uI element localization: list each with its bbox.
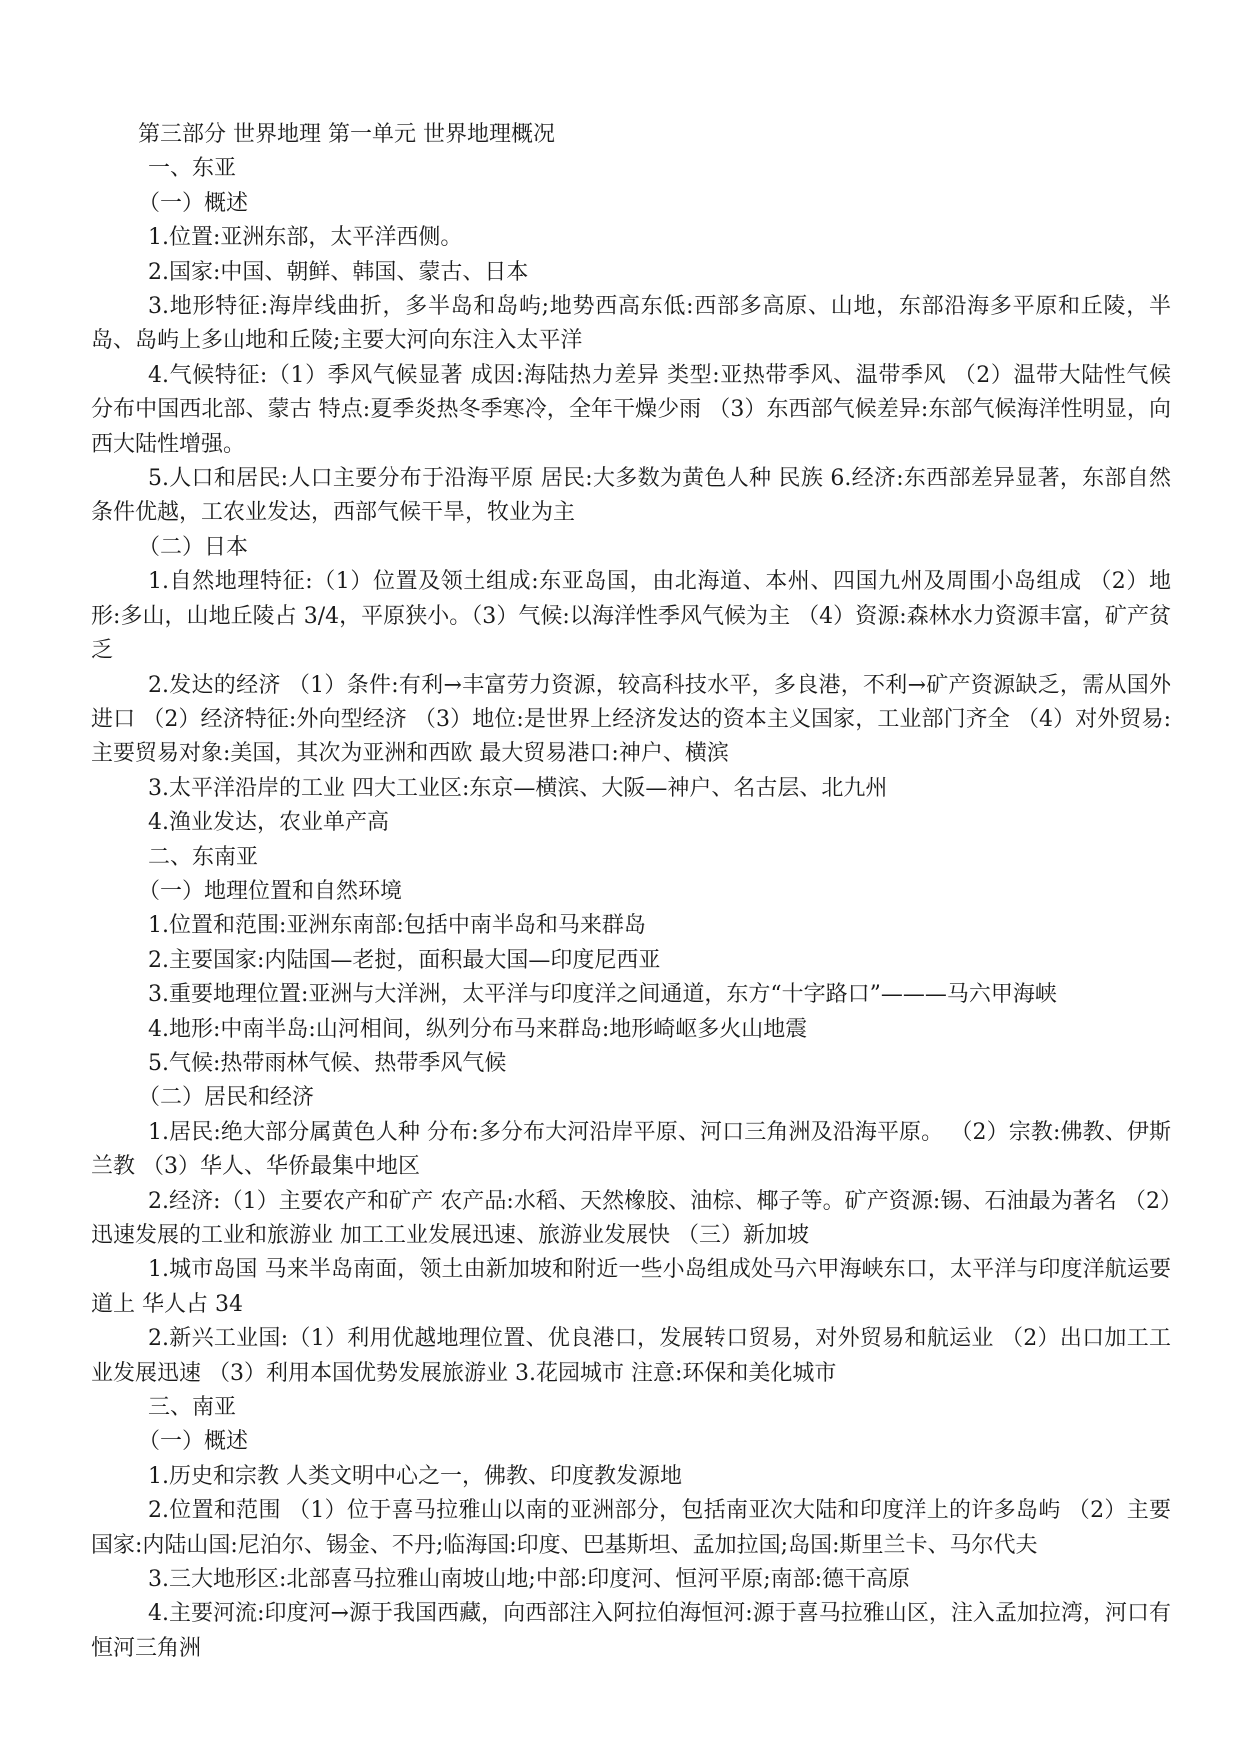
section-heading: 三、南亚	[148, 1395, 237, 1421]
document-page	[91, 118, 1171, 1666]
paragraph: 3.太平洋沿岸的工业 四大工业区:东京—横滨、大阪—神户、名古层、北九州	[148, 775, 888, 801]
paragraph: 4.地形:中南半岛:山河相间，纵列分布马来群岛:地形崎岖多火山地震	[148, 1016, 808, 1042]
paragraph: 2.国家:中国、朝鲜、韩国、蒙古、日本	[148, 259, 529, 285]
paragraph: 4.主要河流:印度河→源于我国西藏，向西部注入阿拉伯海恒河:源于喜马拉雅山区，注入孟加拉湾，河口有恒河三角洲	[91, 1601, 1171, 1661]
subsection-heading: （一）地理位置和自然环境	[138, 878, 403, 904]
paragraph: 5.人口和居民:人口主要分布于沿海平原 居民:大多数为黄色人种 民族 6.经济:东西部差异显著，东部自然条件优越，工农业发达，西部气候干旱，牧业为主	[91, 466, 1171, 526]
paragraph: 5.气候:热带雨林气候、热带季风气候	[148, 1050, 507, 1076]
paragraph: 1.居民:绝大部分属黄色人种 分布:多分布大河沿岸平原、河口三角洲及沿海平原。 （2）宗教:佛教、伊斯兰教 （3）华人、华侨最集中地区	[91, 1119, 1171, 1180]
paragraph: 4.渔业发达，农业单产高	[148, 810, 389, 836]
document-body	[91, 152, 1171, 1666]
paragraph: 3.地形特征:海岸线曲折，多半岛和岛屿;地势西高东低:西部多高原、山地，东部沿海多平原和丘陵，半岛、岛屿上多山地和丘陵;主要大河向东注入太平洋	[91, 294, 1171, 354]
paragraph: 2.经济:（1）主要农产和矿产 农产品:水稻、天然橡胶、油棕、椰子等。矿产资源:锡、石油最为著名 （2）迅速发展的工业和旅游业 加工工业发展迅速、旅游业发展快 （三）新加坡	[91, 1188, 1171, 1248]
paragraph: 1.自然地理特征:（1）位置及领土组成:东亚岛国，由北海道、本州、四国九州及周围小岛组成 （2）地形:多山，山地丘陵占 3/4，平原狭小。（3）气候:以海洋性季风气候为主 （4）资源:森林水力资源丰富，矿产贫乏	[91, 569, 1171, 664]
paragraph: 2.发达的经济 （1）条件:有利→丰富劳力资源，较高科技水平，多良港，不利→矿产资源缺乏，需从国外进口 （2）经济特征:外向型经济 （3）地位:是世界上经济发达的资本主义国家，工业部门齐全 （4）对外贸易:主要贸易对象:美国，其次为亚洲和西欧 最大贸易港口:神户、横滨	[91, 672, 1171, 767]
paragraph: 3.重要地理位置:亚洲与大洋洲，太平洋与印度洋之间通道，东方“十字路口”———马六甲海峡	[148, 982, 1057, 1008]
paragraph: 2.主要国家:内陆国—老挝，面积最大国—印度尼西亚	[148, 947, 661, 973]
subsection-heading: （二）日本	[138, 534, 249, 560]
subsection-heading: （二）居民和经济	[138, 1085, 315, 1111]
paragraph: 3.三大地形区:北部喜马拉雅山南坡山地;中部:印度河、恒河平原;南部:德干高原	[148, 1567, 911, 1593]
paragraph: 1.位置:亚洲东部，太平洋西侧。	[148, 225, 463, 251]
paragraph: 1.城市岛国 马来半岛南面，领土由新加坡和附近一些小岛组成处马六甲海峡东口，太平洋与印度洋航运要道上 华人占 34	[91, 1257, 1171, 1317]
subsection-heading: （一）概述	[138, 1429, 249, 1455]
paragraph: 1.位置和范围:亚洲东南部:包括中南半岛和马来群岛	[148, 913, 646, 939]
subsection-heading: （一）概述	[138, 190, 249, 216]
document-title: 第三部分 世界地理 第一单元 世界地理概况	[138, 122, 555, 147]
paragraph: 4.气候特征:（1）季风气候显著 成因:海陆热力差异 类型:亚热带季风、温带季风 （2）温带大陆性气候 分布中国西北部、蒙古 特点:夏季炎热冬季寒冷，全年干燥少雨 （3）东西部气候差异:东部气候海洋性明显，向西大陆性增强。	[91, 362, 1171, 457]
paragraph: 2.位置和范围 （1）位于喜马拉雅山以南的亚洲部分，包括南亚次大陆和印度洋上的许多岛屿 （2）主要国家:内陆山国:尼泊尔、锡金、不丹;临海国:印度、巴基斯坦、孟加拉国;岛国:斯里兰卡、马尔代夫	[91, 1498, 1171, 1558]
paragraph: 1.历史和宗教 人类文明中心之一，佛教、印度教发源地	[148, 1463, 682, 1489]
section-heading: 一、东亚	[148, 156, 237, 182]
section-heading: 二、东南亚	[148, 844, 259, 870]
paragraph: 2.新兴工业国:（1）利用优越地理位置、优良港口，发展转口贸易，对外贸易和航运业 （2）出口加工工业发展迅速 （3）利用本国优势发展旅游业 3.花园城市 注意:环保和美化城市	[91, 1326, 1171, 1386]
